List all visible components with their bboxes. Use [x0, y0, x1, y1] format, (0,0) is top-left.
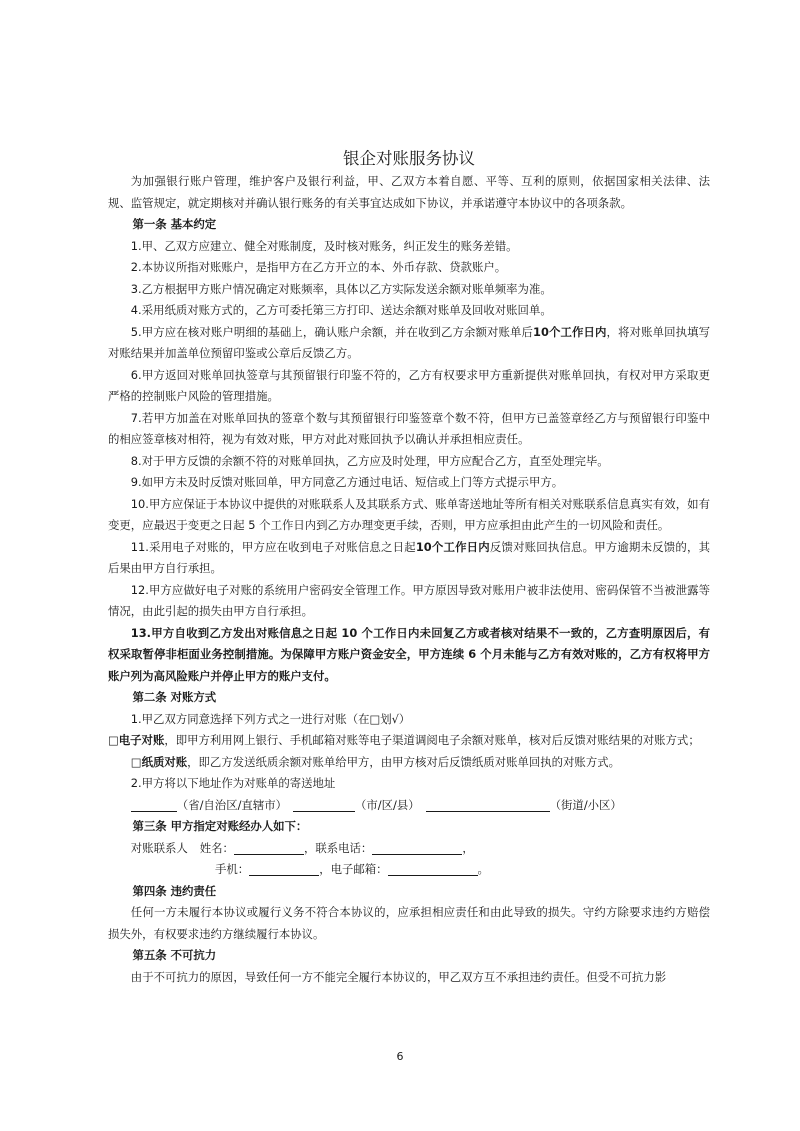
item-5-deadline: 10个工作日内	[533, 324, 607, 339]
paper-option	[108, 752, 710, 774]
article-1-item-4: 4.采用纸质对账方式的，乙方可委托第三方打印、送达余额对账单及回收对账回单。	[130, 303, 552, 317]
article-1-item-1: 1.甲、乙双方应建立、健全对账制度，及时核对账务，纠正发生的账务差错。	[130, 238, 518, 253]
electronic-option-text: ，即甲方利用网上银行、手机邮箱对账等电子渠道调阅电子余额对账单，核对后反馈对账结果的对账方式；	[164, 733, 700, 747]
city-label: （市/区/县）	[355, 797, 420, 812]
page-number: 6	[396, 1050, 404, 1063]
article-1-item-5	[108, 322, 710, 365]
electronic-checkbox[interactable]: □	[108, 733, 119, 747]
contact-row-2	[108, 859, 710, 881]
province-blank[interactable]	[131, 797, 177, 812]
article-1-item-8: 8.对于甲方反馈的余额不符的对账单回执，乙方应及时处理，甲方应配合乙方，直至处理完毕。	[130, 453, 609, 468]
city-blank[interactable]	[293, 797, 355, 812]
article-1-heading: 第一条 基本约定	[132, 217, 217, 231]
article-4-text: 任何一方未履行本协议或履行义务不符合本协议的，应承担相应责任和由此导致的损失。守约方除要求违约方赔偿损失外，有权要求违约方继续履行本协议。	[108, 905, 710, 941]
article-1-item-11	[108, 537, 710, 580]
article-1-item-10: 10.甲方应保证于本协议中提供的对账联系人及其联系方式、账单寄送地址等所有相关对账联系信息真实有效，如有变更，应最迟于变更之日起 5 个工作日内到乙方办理变更手续，否则，甲方应承担由此产生的一切风险和责任。	[108, 496, 710, 532]
article-1-item-13: 13.甲方自收到乙方发出对账信息之日起 10 个工作日内未回复乙方或者核对结果不一致的，乙方查明原因后，有权采取暂停非柜面业务控制措施。为保障甲方账户资金安全，甲方连续 6 个月未能与乙方有效对账的，乙方有权将甲方账户列为高风险账户并停止甲方的账户支付。	[108, 625, 710, 683]
mobile-blank[interactable]	[249, 861, 319, 876]
email-label: ，电子邮箱：	[319, 862, 388, 876]
article-5-heading: 第五条 不可抗力	[132, 948, 217, 962]
street-label: （街道/小区）	[549, 797, 622, 812]
row-2-period: 。	[477, 862, 489, 876]
article-2-item-2: 2.甲方将以下地址作为对账单的寄送地址	[130, 776, 336, 790]
item-11-text-a: 11.采用电子对账的，甲方应在收到电子对账信息之日起	[130, 539, 416, 554]
item-5-text-a: 5.甲方应在核对账户明细的基础上，确认账户余额，并在收到乙方余额对账单后	[130, 324, 534, 339]
intro-paragraph: 为加强银行账户管理，维护客户及银行利益，甲、乙双方本着自愿、平等、互利的原则，依据国家相关法律、法规、监管规定，就定期核对并确认银行账务的有关事宜达成如下协议，并承诺遵守本协议中的各项条款。	[108, 174, 710, 210]
article-1-item-2: 2.本协议所指对账账户，是指甲方在乙方开立的本、外币存款、贷款账户。	[130, 260, 507, 274]
row-1-comma: ，	[462, 840, 474, 855]
street-blank[interactable]	[426, 797, 550, 812]
paper-option-label: 纸质对账	[141, 754, 188, 769]
article-1-item-12: 12.甲方应做好电子对账的系统用户密码安全管理工作。甲方原因导致对账用户被非法使用、密码保管不当被泄露等情况，由此引起的损失由甲方自行承担。	[108, 582, 710, 618]
name-label: 姓名：	[199, 840, 234, 855]
article-4-heading: 第四条 违约责任	[132, 883, 217, 898]
document-title: 银企对账服务协议	[343, 149, 475, 168]
paper-checkbox[interactable]: □	[130, 754, 142, 769]
article-2-heading: 第二条 对账方式	[132, 690, 217, 704]
article-1-item-3: 3.乙方根据甲方账户情况确定对账频率，具体以乙方实际发送余额对账单频率为准。	[130, 281, 552, 296]
phone-label: ，联系电话：	[303, 840, 373, 855]
item-11-deadline: 10个工作日内	[415, 539, 490, 554]
article-3-heading: 第三条 甲方指定对账经办人如下：	[132, 819, 308, 833]
name-blank[interactable]	[234, 840, 304, 855]
item-11-text-b: 反馈对账回执信息。甲方逾期未反馈的，其后果由甲方自行承担。	[108, 539, 710, 575]
mobile-label: 手机：	[215, 862, 250, 876]
article-1-item-9: 9.如甲方未及时反馈对账回单，甲方同意乙方通过电话、短信或上门等方式提示甲方。	[130, 475, 564, 489]
contact-label: 对账联系人	[130, 840, 188, 855]
province-label: （省/自治区/直辖市）	[176, 797, 287, 812]
article-2-item-1: 1.甲乙双方同意选择下列方式之一进行对账（在□划√）	[130, 711, 411, 726]
paper-option-text: ，即乙方发送纸质余额对账单给甲方，由甲方核对后反馈纸质对账单回执的对账方式。	[187, 754, 620, 769]
email-blank[interactable]	[388, 861, 478, 876]
article-1-item-7: 7.若甲方加盖在对账单回执的签章个数与其预留银行印鉴签章个数不符，但甲方已盖签章经乙方与预留银行印鉴中的相应签章核对相符，视为有效对账，甲方对此对账回执予以确认并承担相应责任。	[108, 410, 710, 446]
electronic-option	[108, 730, 710, 752]
article-1-item-6: 6.甲方返回对账单回执签章与其预留银行印鉴不符的，乙方有权要求甲方重新提供对账单回执，有权对甲方采取更严格的控制账户风险的管理措施。	[108, 367, 710, 403]
item-5-text-b: ，将对账单回执填写对账结果并加盖单位预留印鉴或公章后反馈乙方。	[108, 324, 710, 360]
article-5-text: 由于不可抗力的原因，导致任何一方不能完全履行本协议的，甲乙双方互不承担违约责任。但受不可抗力影	[130, 969, 667, 984]
address-row	[108, 795, 710, 817]
electronic-option-label: 电子对账	[118, 733, 165, 747]
phone-blank[interactable]	[372, 840, 462, 855]
contact-row-1	[108, 838, 710, 860]
